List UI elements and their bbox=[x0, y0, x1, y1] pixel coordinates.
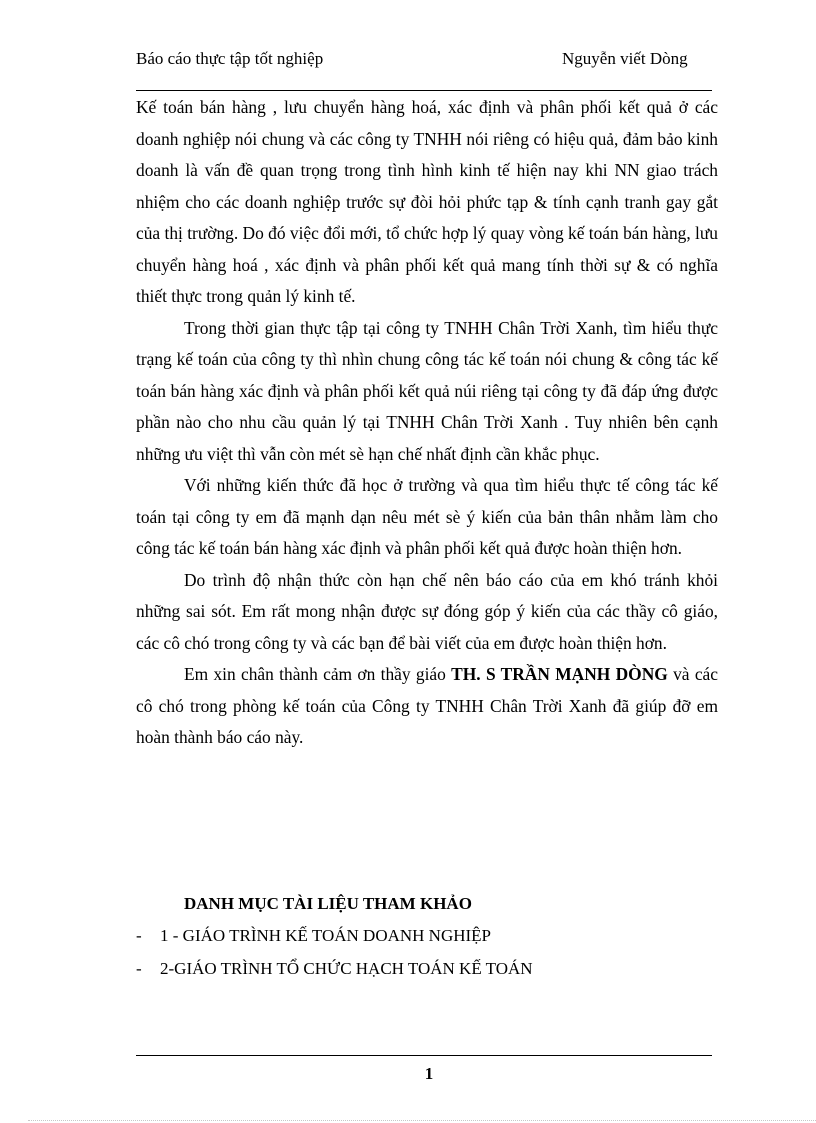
paragraph-3: Với những kiến thức đã học ở trường và qua tìm hiểu thực tế công tác kế toán tại công ty em đã mạnh dạn nêu mét sè ý kiến của bản thân nhằm làm cho công tác kế toán bán hàng xác định và phân phối kết quả được hoàn thiện hơn. bbox=[136, 475, 718, 558]
author-name: Nguyễn viết Dòng bbox=[562, 49, 688, 68]
paragraph-5 bbox=[136, 659, 718, 754]
page-header bbox=[136, 47, 714, 75]
reference-bullet: - bbox=[136, 926, 142, 945]
reference-text: 1 - GIÁO TRÌNH KẾ TOÁN DOANH NGHIỆP bbox=[160, 926, 492, 945]
header-rule bbox=[136, 90, 712, 91]
paragraph-1: Kế toán bán hàng , lưu chuyển hàng hoá, xác định và phân phối kết quả ở các doanh nghiệp nói chung và các công ty TNHH nói riêng có hiệu quả, đảm bảo kinh doanh là vấn đề quan trọng trong tình hình kinh tế hiện nay khi NN giao trách nhiệm cho các doanh nghiệp trước sự đòi hỏi phức tạp & tính cạnh tranh gay gắt của thị trường. Do đó việc đổi mới, tổ chức hợp lý quay vòng kế toán bán hàng, lưu chuyển hàng hoá , xác định và phân phối kết quả mang tính thời sự & có nghĩa thiết thực trong quản lý kinh tế. bbox=[136, 97, 718, 306]
reference-item bbox=[136, 919, 718, 952]
document-body bbox=[136, 92, 718, 754]
paragraph-2: Trong thời gian thực tập tại công ty TNHH Chân Trời Xanh, tìm hiểu thực trạng kế toán của công ty thì nhìn chung công tác kế toán nói chung & công tác kế toán bán hàng xác định và phân phối kết quả núi riêng tại công ty đã đáp ứng được phần nào cho nhu cầu quản lý tại TNHH Chân Trời Xanh . Tuy nhiên bên cạnh những ưu việt thì vẫn còn mét sè hạn chế nhất định cần khắc phục. bbox=[136, 317, 718, 464]
paragraph-4: Do trình độ nhận thức còn hạn chế nên báo cáo của em khó tránh khỏi những sai sót. Em rất mong nhận được sự đóng góp ý kiến của các thầy cô giáo, các cô chó trong công ty và các bạn để bài viết của em được hoàn thiện hơn. bbox=[136, 569, 718, 653]
advisor-name: TH. S TRẦN MẠNH DÒNG bbox=[451, 664, 668, 684]
paragraph-5-rest: và các cô chó trong phòng kế toán của Công ty TNHH Chân Trời Xanh đã giúp đỡ em hoàn thành báo cáo này. bbox=[136, 664, 718, 747]
reference-item bbox=[136, 952, 718, 985]
paragraph-5-intro: Em xin chân thành cảm ơn thầy giáo bbox=[184, 664, 452, 684]
page-number: 1 bbox=[424, 1064, 434, 1083]
report-title: Báo cáo thực tập tốt nghiệp bbox=[136, 49, 324, 68]
references-title: DANH MỤC TÀI LIỆU THAM KHẢO bbox=[184, 894, 472, 913]
reference-text: 2-GIÁO TRÌNH TỔ CHỨC HẠCH TOÁN KẾ TOÁN bbox=[160, 959, 533, 978]
footer-rule bbox=[136, 1055, 712, 1056]
reference-bullet: - bbox=[136, 959, 142, 978]
references-section bbox=[136, 888, 718, 985]
page-bottom-border bbox=[28, 1120, 816, 1121]
